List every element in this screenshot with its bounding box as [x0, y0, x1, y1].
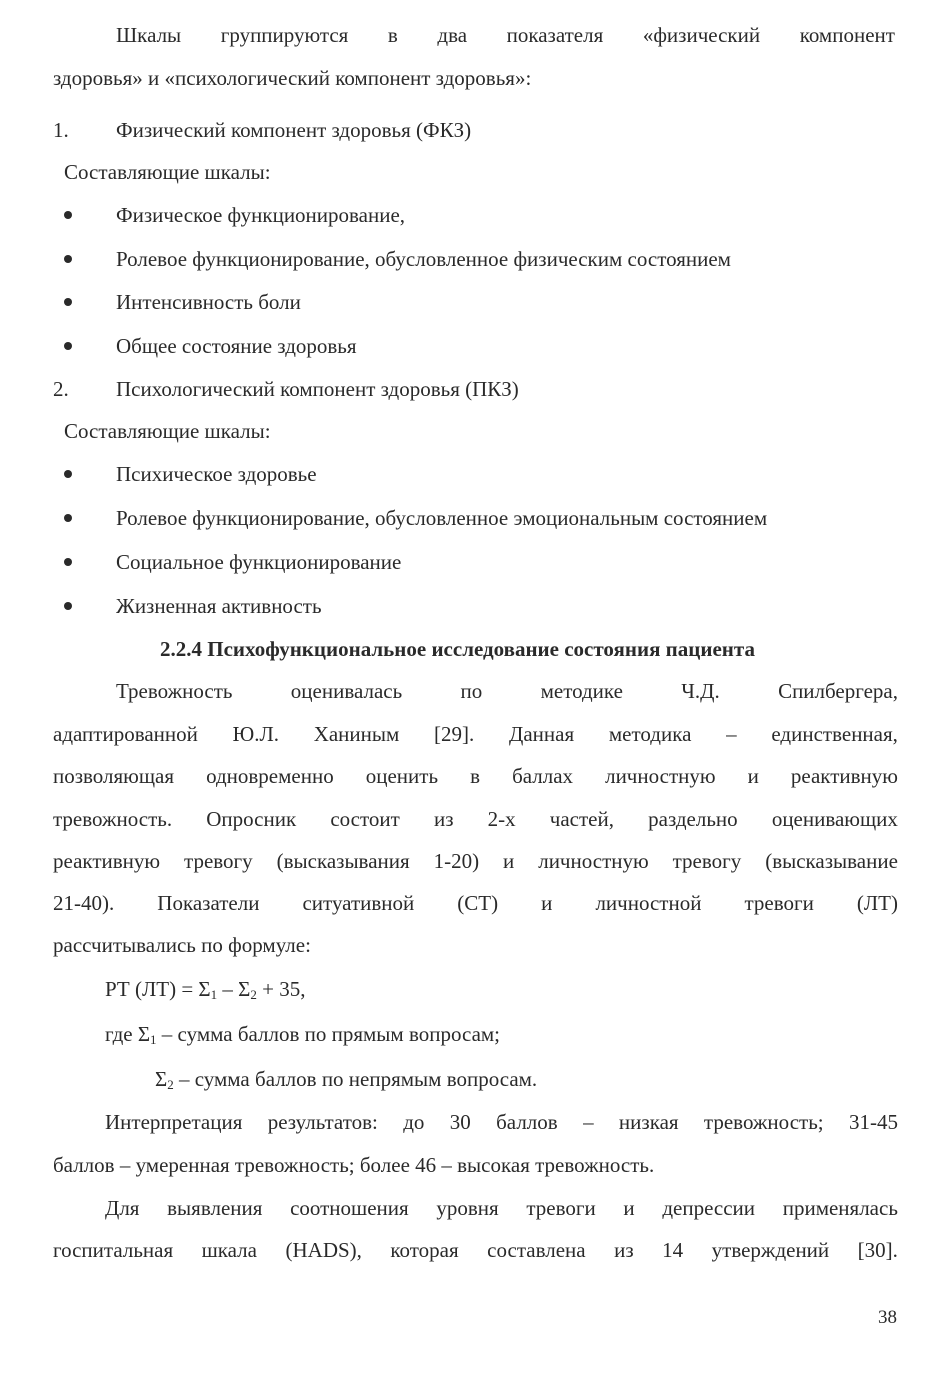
word: тревоги: [526, 1196, 596, 1220]
formula: РТ $(ЛТ) = \Sigma_1 - \Sigma_2 + 35$,: [105, 977, 306, 1002]
word: Ч.Д.: [681, 679, 720, 703]
word: личностной: [595, 891, 702, 915]
word: тревожность.: [53, 807, 173, 831]
word: соотношения: [290, 1196, 409, 1220]
anxiety-line-3: [53, 763, 898, 789]
word: реактивную: [790, 764, 898, 788]
bullet-icon: [64, 602, 72, 610]
word: из: [433, 807, 454, 831]
word: «физический: [642, 23, 761, 47]
word: оценивалась: [290, 679, 403, 703]
word: 30: [449, 1110, 471, 1134]
anxiety-line-2: [53, 721, 898, 747]
word: Тревожность: [116, 679, 233, 703]
bullet-icon: [64, 470, 72, 478]
section1-item-2: Ролевое функционирование, обусловленное физическим состоянием: [116, 247, 731, 271]
section1-scales-label: Составляющие шкалы:: [64, 160, 271, 184]
word: применялась: [782, 1196, 898, 1220]
word: до: [403, 1110, 425, 1134]
word: низкая: [618, 1110, 679, 1134]
word: [30].: [857, 1238, 898, 1262]
word: (высказывания: [276, 849, 410, 873]
bullet-icon: [64, 514, 72, 522]
section2-item-2: Ролевое функционирование, обусловленное эмоциональным состоянием: [116, 506, 768, 530]
word: реактивную: [53, 849, 161, 873]
word: [29].: [434, 722, 475, 746]
word: Интерпретация: [105, 1110, 243, 1134]
word: компонент: [799, 23, 895, 47]
word: составлена: [487, 1238, 586, 1262]
word: и: [623, 1196, 635, 1220]
word: два: [437, 23, 468, 47]
word: в: [470, 764, 481, 788]
word: утверждений: [711, 1238, 830, 1262]
word: 14: [662, 1238, 684, 1262]
word: –: [583, 1110, 594, 1134]
word: единственная,: [771, 722, 898, 746]
word: состоит: [330, 807, 400, 831]
word: раздельно: [648, 807, 738, 831]
word: госпитальная: [53, 1238, 174, 1262]
word: позволяющая: [53, 764, 175, 788]
anxiety-line-6: [53, 890, 898, 916]
word: показателя: [506, 23, 604, 47]
section2-title: Психологический компонент здоровья (ПКЗ): [116, 377, 519, 401]
word: группируются: [220, 23, 349, 47]
anxiety-line-5: [53, 848, 898, 874]
formula-where-sigma2: $\Sigma_2$ – сумма баллов по непрямым вопросам.: [155, 1067, 538, 1092]
section1-item-1: Физическое функционирование,: [116, 203, 406, 227]
word: тревожность;: [703, 1110, 824, 1134]
word: методике: [540, 679, 623, 703]
word: Опросник: [206, 807, 297, 831]
word: одновременно: [206, 764, 334, 788]
word: (высказывание: [765, 849, 898, 873]
word: 2-х: [487, 807, 516, 831]
hads-line-1: [105, 1195, 898, 1221]
formula-where-sigma1: где $\Sigma_1$ – сумма баллов по прямым вопросам;: [105, 1022, 501, 1047]
word: –: [726, 722, 737, 746]
section1-number: 1.: [53, 118, 69, 142]
word: методика: [608, 722, 692, 746]
section2-item-4: Жизненная активность: [116, 594, 322, 618]
bullet-icon: [64, 255, 72, 263]
word: 1-20): [433, 849, 480, 873]
word: частей,: [549, 807, 614, 831]
section2-number: 2.: [53, 377, 69, 401]
word: Шкалы: [116, 23, 182, 47]
anxiety-line-1: [116, 678, 898, 704]
bullet-icon: [64, 558, 72, 566]
word: по: [460, 679, 483, 703]
word: депрессии: [662, 1196, 756, 1220]
word: тревогу: [184, 849, 253, 873]
section1-item-3: Интенсивность боли: [116, 290, 301, 314]
word: Показатели: [157, 891, 260, 915]
word: оценить: [365, 764, 439, 788]
intro-line-2: здоровья» и «психологический компонент здоровья»:: [53, 66, 532, 90]
word: адаптированной: [53, 722, 198, 746]
interpretation-line-1: [105, 1109, 898, 1135]
section1-item-4: Общее состояние здоровья: [116, 334, 357, 358]
word: личностную: [538, 849, 649, 873]
word: баллах: [512, 764, 574, 788]
word: 21-40).: [53, 891, 115, 915]
word: личностную: [605, 764, 716, 788]
word: Спилбергера,: [778, 679, 898, 703]
word: (HADS),: [285, 1238, 362, 1262]
bullet-icon: [64, 298, 72, 306]
word: из: [614, 1238, 634, 1262]
word: в: [387, 23, 398, 47]
bullet-icon: [64, 211, 72, 219]
section-heading: 2.2.4 Психофункциональное исследование состояния пациента: [160, 637, 755, 661]
section2-item-3: Социальное функционирование: [116, 550, 402, 574]
anxiety-line-7: рассчитывались по формуле:: [53, 933, 311, 957]
word: 31-45: [848, 1110, 898, 1134]
word: (СТ): [457, 891, 499, 915]
word: Для: [105, 1196, 140, 1220]
section2-item-1: Психическое здоровье: [116, 462, 317, 486]
word: Ханиным: [313, 722, 400, 746]
word: результатов:: [267, 1110, 378, 1134]
hads-line-2: [53, 1237, 898, 1263]
anxiety-line-4: [53, 806, 898, 832]
word: тревогу: [672, 849, 742, 873]
word: уровня: [436, 1196, 499, 1220]
word: баллов: [496, 1110, 558, 1134]
word: тревоги: [744, 891, 814, 915]
word: выявления: [167, 1196, 263, 1220]
intro-line-1: [116, 22, 895, 48]
word: и: [747, 764, 759, 788]
page-number: 38: [878, 1307, 897, 1328]
word: которая: [390, 1238, 459, 1262]
interpretation-line-2: баллов – умеренная тревожность; более 46 – высокая тревожность.: [53, 1153, 655, 1177]
word: Данная: [509, 722, 575, 746]
section1-title: Физический компонент здоровья (ФКЗ): [116, 118, 472, 142]
word: и: [503, 849, 515, 873]
word: Ю.Л.: [232, 722, 279, 746]
word: ситуативной: [302, 891, 415, 915]
section2-scales-label: Составляющие шкалы:: [64, 419, 271, 443]
bullet-icon: [64, 342, 72, 350]
word: (ЛТ): [856, 891, 898, 915]
word: и: [541, 891, 553, 915]
word: оценивающих: [771, 807, 898, 831]
word: шкала: [201, 1238, 257, 1262]
